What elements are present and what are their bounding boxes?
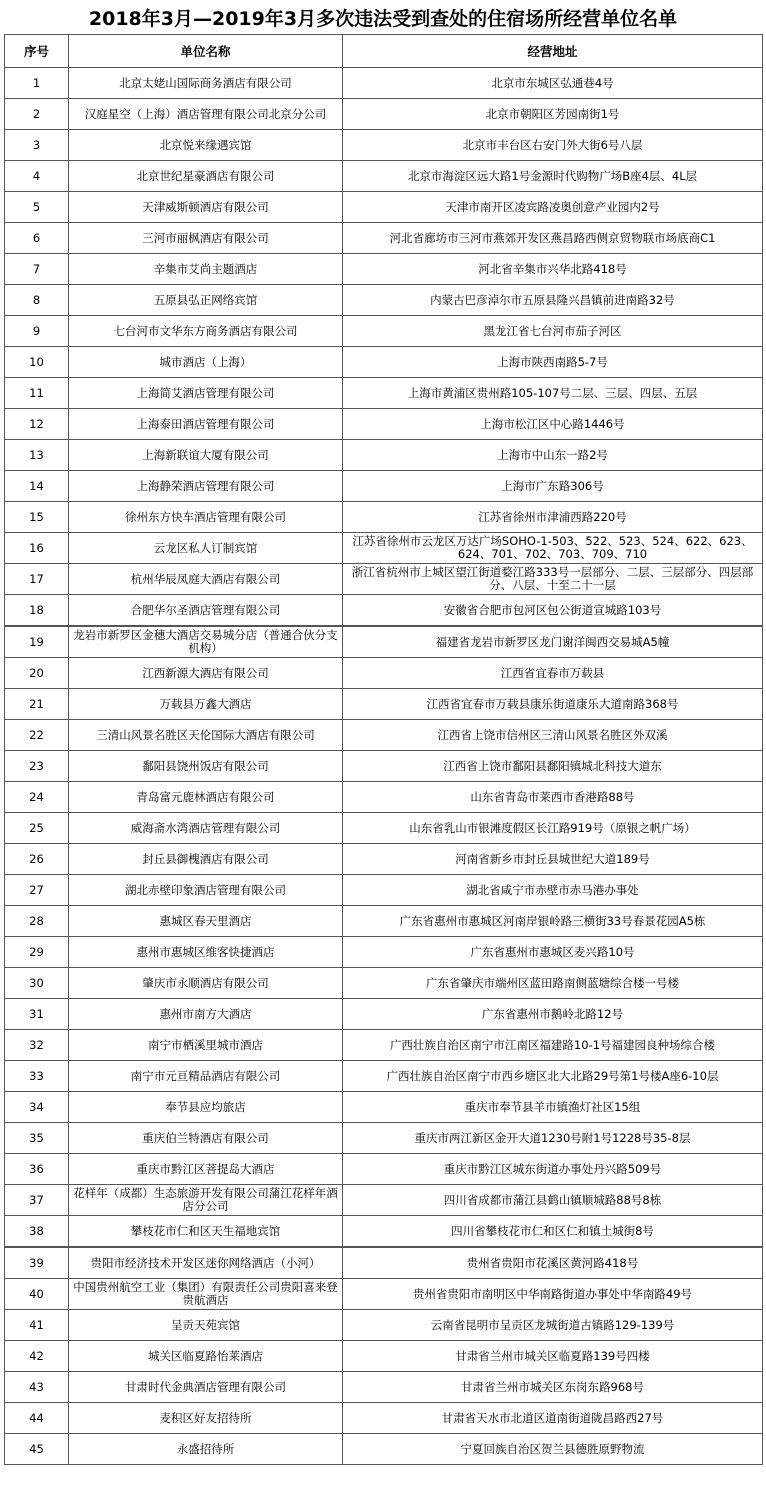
cell-name: 惠城区春天里酒店 xyxy=(69,906,343,937)
cell-address: 四川省攀枝花市仁和区仁和镇土城街8号 xyxy=(343,1216,763,1248)
cell-address: 山东省乳山市银滩度假区长江路919号（原银之帆广场） xyxy=(343,813,763,844)
cell-address: 浙江省杭州市上城区望江街道婺江路333号一层部分、二层、三层部分、四层部分、八层、十至二十一层 xyxy=(343,564,763,595)
table-row xyxy=(5,1216,763,1248)
cell-name: 花样年（成都）生态旅游开发有限公司蒲江花样年酒店分公司 xyxy=(69,1185,343,1216)
cell-address: 上海市中山东一路2号 xyxy=(343,440,763,471)
header-no: 序号 xyxy=(5,35,69,68)
table-row xyxy=(5,1185,763,1216)
table-row xyxy=(5,595,763,627)
cell-name: 湖北赤壁印象酒店管理有限公司 xyxy=(69,875,343,906)
table-row xyxy=(5,844,763,875)
cell-name: 云龙区私人订制宾馆 xyxy=(69,533,343,564)
cell-name: 攀枝花市仁和区天生福地宾馆 xyxy=(69,1216,343,1248)
cell-address: 重庆市奉节县羊市镇渔灯社区15组 xyxy=(343,1092,763,1123)
cell-address: 上海市黄浦区贵州路105-107号二层、三层、四层、五层 xyxy=(343,378,763,409)
cell-address: 河北省辛集市兴华北路418号 xyxy=(343,254,763,285)
cell-name: 上海新联谊大厦有限公司 xyxy=(69,440,343,471)
cell-address: 上海市松江区中心路1446号 xyxy=(343,409,763,440)
cell-name: 城市酒店（上海） xyxy=(69,347,343,378)
cell-no: 37 xyxy=(5,1185,69,1216)
cell-no: 4 xyxy=(5,161,69,192)
cell-no: 20 xyxy=(5,658,69,689)
cell-no: 36 xyxy=(5,1154,69,1185)
cell-name: 三清山风景名胜区天伦国际大酒店有限公司 xyxy=(69,720,343,751)
table-row xyxy=(5,875,763,906)
cell-address: 甘肃省兰州市城关区东岗东路968号 xyxy=(343,1372,763,1403)
cell-name: 麦积区好友招待所 xyxy=(69,1403,343,1434)
cell-name: 重庆市黔江区菩提岛大酒店 xyxy=(69,1154,343,1185)
table-row xyxy=(5,1061,763,1092)
cell-name: 永盛招待所 xyxy=(69,1434,343,1465)
page-title: 2018年3月—2019年3月多次违法受到查处的住宿场所经营单位名单 xyxy=(88,7,678,30)
table-row xyxy=(5,161,763,192)
cell-address: 江西省上饶市鄱阳县鄱阳镇城北科技大道东 xyxy=(343,751,763,782)
cell-no: 34 xyxy=(5,1092,69,1123)
table-row xyxy=(5,813,763,844)
cell-name: 万载县万鑫大酒店 xyxy=(69,689,343,720)
cell-address: 湖北省咸宁市赤壁市赤马港办事处 xyxy=(343,875,763,906)
cell-no: 39 xyxy=(5,1247,69,1279)
table-row xyxy=(5,782,763,813)
cell-address: 江西省宜春市万载县康乐街道康乐大道南路368号 xyxy=(343,689,763,720)
cell-no: 22 xyxy=(5,720,69,751)
cell-address: 北京市海淀区远大路1号金源时代购物广场B座4层、4L层 xyxy=(343,161,763,192)
cell-no: 9 xyxy=(5,316,69,347)
table-row xyxy=(5,968,763,999)
table-row xyxy=(5,1123,763,1154)
cell-name: 城关区临夏路怡莱酒店 xyxy=(69,1341,343,1372)
cell-name: 贵阳市经济技术开发区迷你网络酒店（小河） xyxy=(69,1247,343,1279)
cell-address: 贵州省贵阳市南明区中华南路街道办事处中华南路49号 xyxy=(343,1279,763,1310)
cell-name: 南宁市元亘精品酒店有限公司 xyxy=(69,1061,343,1092)
cell-address: 重庆市两江新区金开大道1230号附1号1228号35-8层 xyxy=(343,1123,763,1154)
cell-name: 上海泰田酒店管理有限公司 xyxy=(69,409,343,440)
cell-address: 河北省廊坊市三河市燕郊开发区燕昌路西侧京贸物联市场底商C1 xyxy=(343,223,763,254)
cell-no: 30 xyxy=(5,968,69,999)
cell-address: 黑龙江省七台河市茄子河区 xyxy=(343,316,763,347)
cell-name: 封丘县御槐酒店有限公司 xyxy=(69,844,343,875)
cell-name: 徐州东方快车酒店管理有限公司 xyxy=(69,502,343,533)
table-row xyxy=(5,658,763,689)
table-row xyxy=(5,254,763,285)
cell-address: 河南省新乡市封丘县城世纪大道189号 xyxy=(343,844,763,875)
table-row xyxy=(5,347,763,378)
table-row xyxy=(5,130,763,161)
table-row xyxy=(5,440,763,471)
table-row xyxy=(5,223,763,254)
table-row xyxy=(5,1341,763,1372)
cell-name: 上海简艾酒店管理有限公司 xyxy=(69,378,343,409)
cell-no: 40 xyxy=(5,1279,69,1310)
cell-name: 龙岩市新罗区金穗大酒店交易城分店（普通合伙分支机构） xyxy=(69,626,343,658)
cell-no: 21 xyxy=(5,689,69,720)
cell-no: 8 xyxy=(5,285,69,316)
cell-name: 上海静荣酒店管理有限公司 xyxy=(69,471,343,502)
table-row xyxy=(5,285,763,316)
cell-name: 甘肃时代金典酒店管理有限公司 xyxy=(69,1372,343,1403)
cell-no: 25 xyxy=(5,813,69,844)
table-row xyxy=(5,564,763,595)
cell-address: 上海市陕西南路5-7号 xyxy=(343,347,763,378)
cell-no: 1 xyxy=(5,68,69,99)
table-row xyxy=(5,751,763,782)
cell-no: 6 xyxy=(5,223,69,254)
cell-name: 江西新源大酒店有限公司 xyxy=(69,658,343,689)
cell-address: 江苏省徐州市津浦西路220号 xyxy=(343,502,763,533)
cell-name: 青岛富元鹿林酒店有限公司 xyxy=(69,782,343,813)
cell-no: 15 xyxy=(5,502,69,533)
cell-address: 上海市广东路306号 xyxy=(343,471,763,502)
cell-address: 江西省宜春市万载县 xyxy=(343,658,763,689)
cell-address: 重庆市黔江区城东街道办事处丹兴路509号 xyxy=(343,1154,763,1185)
table-row xyxy=(5,906,763,937)
cell-no: 26 xyxy=(5,844,69,875)
cell-no: 16 xyxy=(5,533,69,564)
cell-address: 宁夏回族自治区贺兰县德胜原野物流 xyxy=(343,1434,763,1465)
table-row xyxy=(5,1030,763,1061)
cell-address: 安徽省合肥市包河区包公街道宣城路103号 xyxy=(343,595,763,627)
cell-address: 江苏省徐州市云龙区万达广场SOHO-1-503、522、523、524、622、623、624、701、702、703、709、710 xyxy=(343,533,763,564)
cell-no: 33 xyxy=(5,1061,69,1092)
table-row xyxy=(5,1310,763,1341)
table-row xyxy=(5,1403,763,1434)
cell-name: 七台河市文华东方商务酒店有限公司 xyxy=(69,316,343,347)
cell-name: 合肥华尔圣酒店管理有限公司 xyxy=(69,595,343,627)
cell-name: 汉庭星空（上海）酒店管理有限公司北京分公司 xyxy=(69,99,343,130)
cell-name: 三河市丽枫酒店有限公司 xyxy=(69,223,343,254)
cell-no: 38 xyxy=(5,1216,69,1248)
cell-name: 中国贵州航空工业（集团）有限责任公司贵阳喜来登贵航酒店 xyxy=(69,1279,343,1310)
table-row xyxy=(5,316,763,347)
table-row xyxy=(5,1279,763,1310)
cell-address: 广东省惠州市惠城区河南岸银岭路三横街33号春景花园A5栋 xyxy=(343,906,763,937)
table-header-row xyxy=(5,35,763,68)
cell-address: 云南省昆明市呈贡区龙城街道古镇路129-139号 xyxy=(343,1310,763,1341)
cell-address: 福建省龙岩市新罗区龙门谢洋闽西交易城A5幢 xyxy=(343,626,763,658)
cell-no: 11 xyxy=(5,378,69,409)
table-row xyxy=(5,1434,763,1465)
cell-address: 广东省肇庆市端州区蓝田路南侧蓝塘综合楼一号楼 xyxy=(343,968,763,999)
cell-no: 7 xyxy=(5,254,69,285)
header-name: 单位名称 xyxy=(69,35,343,68)
cell-no: 41 xyxy=(5,1310,69,1341)
cell-no: 27 xyxy=(5,875,69,906)
cell-no: 13 xyxy=(5,440,69,471)
cell-name: 南宁市栖溪里城市酒店 xyxy=(69,1030,343,1061)
cell-name: 奉节县应均旅店 xyxy=(69,1092,343,1123)
cell-address: 广东省惠州市鹅岭北路12号 xyxy=(343,999,763,1030)
cell-name: 惠州市南方大酒店 xyxy=(69,999,343,1030)
cell-name: 重庆伯兰特酒店有限公司 xyxy=(69,1123,343,1154)
cell-no: 45 xyxy=(5,1434,69,1465)
table-row xyxy=(5,1092,763,1123)
table-row xyxy=(5,533,763,564)
cell-address: 甘肃省兰州市城关区临夏路139号四楼 xyxy=(343,1341,763,1372)
table-row xyxy=(5,471,763,502)
cell-no: 12 xyxy=(5,409,69,440)
table-row xyxy=(5,1247,763,1279)
cell-name: 呈贡天苑宾馆 xyxy=(69,1310,343,1341)
table-row xyxy=(5,689,763,720)
cell-no: 43 xyxy=(5,1372,69,1403)
cell-address: 北京市朝阳区芳园南街1号 xyxy=(343,99,763,130)
table-row xyxy=(5,626,763,658)
cell-no: 23 xyxy=(5,751,69,782)
cell-address: 贵州省贵阳市花溪区黄河路418号 xyxy=(343,1247,763,1279)
cell-address: 广西壮族自治区南宁市西乡塘区北大北路29号第1号楼A座6-10层 xyxy=(343,1061,763,1092)
table-row xyxy=(5,720,763,751)
table-row xyxy=(5,192,763,223)
header-address: 经营地址 xyxy=(343,35,763,68)
cell-address: 广西壮族自治区南宁市江南区福建路10-1号福建园良种场综合楼 xyxy=(343,1030,763,1061)
cell-no: 35 xyxy=(5,1123,69,1154)
table-body xyxy=(5,68,763,1465)
cell-name: 鄱阳县饶州饭店有限公司 xyxy=(69,751,343,782)
table-row xyxy=(5,1154,763,1185)
cell-no: 14 xyxy=(5,471,69,502)
cell-name: 惠州市惠城区维客快捷酒店 xyxy=(69,937,343,968)
cell-address: 四川省成都市蒲江县鹤山镇顺城路88号8栋 xyxy=(343,1185,763,1216)
cell-no: 3 xyxy=(5,130,69,161)
cell-name: 北京悦来缘遇宾馆 xyxy=(69,130,343,161)
cell-address: 北京市东城区弘通巷4号 xyxy=(343,68,763,99)
cell-address: 内蒙古巴彦淖尔市五原县隆兴昌镇前进南路32号 xyxy=(343,285,763,316)
cell-address: 北京市丰台区右安门外大街6号八层 xyxy=(343,130,763,161)
cell-name: 五原县弘正网络宾馆 xyxy=(69,285,343,316)
cell-no: 29 xyxy=(5,937,69,968)
table-row xyxy=(5,1372,763,1403)
cell-address: 甘肃省天水市北道区道南街道陇昌路西27号 xyxy=(343,1403,763,1434)
cell-name: 天津威斯顿酒店有限公司 xyxy=(69,192,343,223)
table-row xyxy=(5,99,763,130)
cell-address: 天津市南开区凌宾路凌奥创意产业园内2号 xyxy=(343,192,763,223)
hotel-list-table xyxy=(4,34,763,1465)
cell-no: 42 xyxy=(5,1341,69,1372)
table-row xyxy=(5,378,763,409)
cell-no: 24 xyxy=(5,782,69,813)
cell-no: 32 xyxy=(5,1030,69,1061)
cell-name: 辛集市艾尚主题酒店 xyxy=(69,254,343,285)
table-row xyxy=(5,937,763,968)
cell-address: 广东省惠州市惠城区麦兴路10号 xyxy=(343,937,763,968)
cell-no: 19 xyxy=(5,626,69,658)
table-row xyxy=(5,999,763,1030)
cell-name: 北京世纪星豪酒店有限公司 xyxy=(69,161,343,192)
cell-name: 威海斋水湾酒店管理有限公司 xyxy=(69,813,343,844)
cell-no: 5 xyxy=(5,192,69,223)
cell-address: 山东省青岛市莱西市香港路88号 xyxy=(343,782,763,813)
cell-name: 北京太姥山国际商务酒店有限公司 xyxy=(69,68,343,99)
cell-no: 28 xyxy=(5,906,69,937)
cell-no: 18 xyxy=(5,595,69,627)
cell-no: 10 xyxy=(5,347,69,378)
cell-no: 17 xyxy=(5,564,69,595)
cell-name: 肇庆市永顺酒店有限公司 xyxy=(69,968,343,999)
table-row xyxy=(5,502,763,533)
cell-no: 2 xyxy=(5,99,69,130)
table-row xyxy=(5,68,763,99)
cell-no: 44 xyxy=(5,1403,69,1434)
cell-address: 江西省上饶市信州区三清山风景名胜区外双溪 xyxy=(343,720,763,751)
table-row xyxy=(5,409,763,440)
cell-name: 杭州华辰凤庭大酒店有限公司 xyxy=(69,564,343,595)
cell-no: 31 xyxy=(5,999,69,1030)
